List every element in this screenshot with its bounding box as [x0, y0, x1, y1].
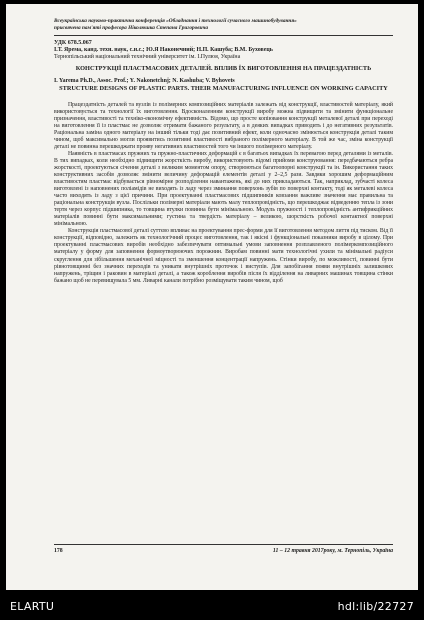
udk-code: УДК 678.5.067: [54, 40, 92, 46]
conference-header-line-1: Всеукраїнська науково-практична конференція «Обладнання і технології сучасного машинобудування»: [54, 18, 297, 24]
repository-watermark: ELARTU: [10, 600, 55, 613]
handle-watermark: hdl:lib/22727: [337, 600, 414, 613]
paragraph: Конструкція пластмасової деталі суттєво впливає на проектування прес-форми для її виготовлення методом лиття під тиском. Від її конструкції, відповідно, залежить як технологічний процес виготовлення, так і якісні і функціональні показники виробу в цілому. При проектуванні пластмасових виробів необхідно забезпечувати оптимальні умови заповнення розплавленого полімеркомпозиційного матеріалу у форму для заповнення формоутворюючих порожнин. Виробам повинні мати технологічні ухили та мінімальні радіуси скруглення для зібільшення механічної міцності та зменшення концентрації напружень. Стінки виробу, по можливості, повинні бути рівнотовщинні без значних переходів та уникати внутрішніх проточок і виступів. Для запобігання появи внутрішніх залишкових напружень, тріщин і раковин в матеріалі деталі, а також короблення виробів після їх відділення на ливарних машинах товщина стінки бажано щоб не перевищувала 5 мм. Ливарні канали потрібно розміщувати таким чином, щоб: [54, 228, 393, 284]
authors-english: I. Yarema Ph.D., Assoc. Prof.; Y. Nakonetchnj; N. Kashuba; V. Byhovets: [54, 78, 235, 84]
conference-header-line-2: присвячена пам'яті професора Ніколюшка Степана Григоровича: [54, 25, 209, 31]
affiliation: Тернопільський національний технічний університет ім. І.Пулюя, Україна: [54, 54, 241, 60]
conference-date-place: 11 – 12 травня 2017року, м. Тернопіль, Україна: [272, 548, 393, 554]
running-header: [54, 16, 393, 36]
article-title-ukrainian: КОНСТРУКЦІЇ ПЛАСТМАСОВИХ ДЕТАЛЕЙ. ВПЛИВ ЇХ ВИГОТОВЛЕННЯ НА ПРАЦЕЗДАТНІСТЬ: [75, 65, 372, 72]
paragraph: Наявність в пластмасах пружних та пружно-пластичних деформацій є в багатьох випадках їх перевагою перед деталями із металів. В тих випадках, коли необхідно підвищити жорсткість виробу, використовують відомі прийоми конструювання: передбачаються ребра жорсткості, проектуються січення деталі з великим моментом опору, створюються багатоопорні конструкції та ін. Використання таких конструктивних засобів дозволяє змінити величину деформацій елементів деталі у 2–2,5 рази. Завдяки хорошим деформаційним властивостям пластмас відбувається рівномірне розподілення навантажень, які до них прикладаються. Так, наприклад, зубчасті колеса виготовлені із наповнених поліамідів не виходять із ладу через зминання поверхонь зубів по поверхні контакту, тоді як металеві колеса часто виходять із ладу з цієї причини. При проектуванні пластмасових підшипників ковзання важливе значення має правильна та раціональна конструкція вузла. Послільки полімерні матеріали мають малу теплопровідність, що перешкоджає відведенню тепла із зони тертя через корпус підшипника, то товщина втулки повинна бути мінімальною. Модуль пружності і теплопровідність антифрикційних матеріалів повинні бути максимальними; густина та твердість матеріалу – великою, шорсткість робочої контактної поверхні мінімальною.: [54, 150, 393, 228]
authors-ukrainian: І.Т. Ярема, канд. техн. наук, с.н.с.; Ю.Я Наконечний; Н.П. Кашуба; В.М. Буховець: [54, 47, 273, 53]
scanned-page: [6, 4, 418, 590]
page-content: [54, 16, 393, 576]
article-body: [54, 102, 393, 285]
page-number: 178: [54, 548, 63, 554]
page-footer: [54, 544, 393, 554]
paragraph: Працездатність деталей та вузлів із полімерних композиційних матеріалів залежать від конструкції, властивостей матеріалу, який використовується та технології їх виготовлення. Вдосконаленням конструкції виробу можна підвищити та змінити функціональне призначення, властивості та техніко-економічну ефективність. Відомо, що просте копіювання конструкції металевої деталі при переході на виготовлення її із пластмас не дозволяє отримати бажаного результату, а в деяких випадках приводить і до негативних результатів. Раціональна заміна одного матеріалу на інший тільки тоді дає позитивний ефект, коли одночасно змінюється конструкція деталі таким чином, щоб максимально могли проявитись позитивні властивості вибраного полімерного матеріалу. В той же час, зміна конструкції деталі не повинна перешкоджати прояву негативних властивостей того чи іншого полімерного матеріалу.: [54, 101, 393, 150]
article-title-english: STRUCTURE DESIGNS OF PLASTIC PARTS. THEIR MANUFACTURING INFLUENCE ON WORKING CAPACITY: [59, 85, 388, 92]
